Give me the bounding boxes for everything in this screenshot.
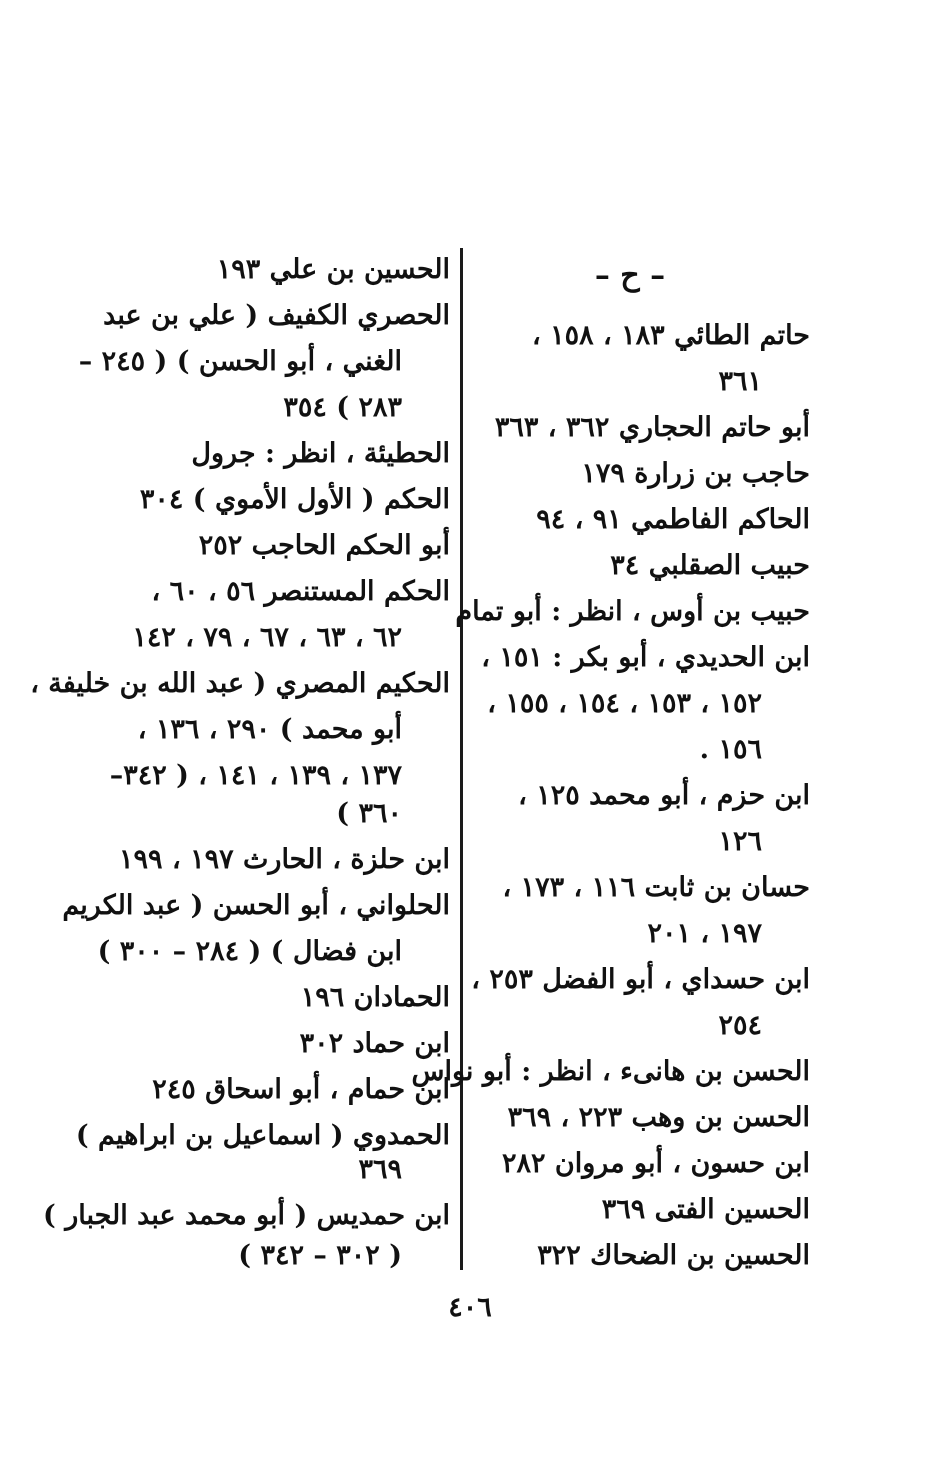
index-entry-continuation: ١٢٦ <box>718 826 762 857</box>
index-entry-continuation: ١٥٢ ، ١٥٣ ، ١٥٤ ، ١٥٥ ، <box>487 688 762 719</box>
index-entry: الحمادان ١٩٦ <box>300 982 450 1013</box>
index-entry: الحاكم الفاطمي ٩١ ، ٩٤ <box>536 504 810 535</box>
index-entry: حبيب بن أوس ، انظر : أبو تمام <box>455 596 810 627</box>
index-entry: الحلواني ، أبو الحسن ( عبد الكريم <box>62 890 450 921</box>
index-entry-continuation: ٣٦١ <box>718 366 762 397</box>
index-entry-continuation: ٣٦٩ <box>358 1154 402 1185</box>
index-entry: الحمدوي ( اسماعيل بن ابراهيم ) <box>75 1120 450 1151</box>
index-entry-continuation: الغني ، أبو الحسن ) ( ٢٤٥ – <box>78 346 402 377</box>
index-entry: أبو حاتم الحجاري ٣٦٢ ، ٣٦٣ <box>494 412 810 443</box>
index-entry: حاتم الطائي ١٨٣ ، ١٥٨ ، <box>532 320 810 351</box>
index-entry: حسان بن ثابت ١١٦ ، ١٧٣ ، <box>502 872 810 903</box>
index-entry: الحكم ( الأول الأموي ) ٣٠٤ <box>139 484 450 515</box>
index-entry: الحسين بن علي ١٩٣ <box>216 254 450 285</box>
index-entry: الحسن بن وهب ٢٢٣ ، ٣٦٩ <box>507 1102 810 1133</box>
index-entry: الحصري الكفيف ( علي بن عبد <box>103 300 450 331</box>
index-entry-continuation: ٣٦٠ ) <box>336 798 402 829</box>
index-entry: الحسين الفتى ٣٦٩ <box>601 1194 810 1225</box>
index-entry-continuation: ٢٨٣ ) ٣٥٤ <box>283 392 402 423</box>
page-number: ٤٠٦ <box>448 1292 492 1323</box>
index-entry: ابن الحديدي ، أبو بكر : ١٥١ ، <box>481 642 810 673</box>
index-entry: ابن حسداي ، أبو الفضل ٢٥٣ ، <box>471 964 810 995</box>
index-entry: حاجب بن زرارة ١٧٩ <box>581 458 810 489</box>
index-entry: الحسين بن الضحاك ٣٢٢ <box>537 1240 810 1271</box>
index-entry-continuation: ٦٢ ، ٦٣ ، ٦٧ ، ٧٩ ، ١٤٢ <box>132 622 402 653</box>
index-entry-continuation: أبو محمد ) ٢٩٠ ، ١٣٦ ، <box>137 714 402 745</box>
index-entry: ابن حزم ، أبو محمد ١٢٥ ، <box>518 780 810 811</box>
index-entry-continuation: ١٥٦ . <box>699 734 762 765</box>
index-entry: أبو الحكم الحاجب ٢٥٢ <box>198 530 450 561</box>
index-entry: الحكم المستنصر ٥٦ ، ٦٠ ، <box>151 576 450 607</box>
index-entry: ابن حمام ، أبو اسحاق ٢٤٥ <box>152 1074 450 1105</box>
index-entry: الحكيم المصري ( عبد الله بن خليفة ، <box>30 668 450 699</box>
column-divider <box>460 248 463 1270</box>
index-entry-continuation: ١٣٧ ، ١٣٩ ، ١٤١ ، ( ٣٤٢– <box>109 760 402 791</box>
index-entry: الحسن بن هانىء ، انظر : أبو نواس <box>411 1056 810 1087</box>
index-entry-continuation: ابن فضال ) ( ٢٨٤ – ٣٠٠ ) <box>97 936 402 967</box>
index-entry: ابن حلزة ، الحارث ١٩٧ ، ١٩٩ <box>119 844 450 875</box>
index-entry-continuation: ( ٣٠٢ – ٣٤٢ ) <box>238 1240 402 1271</box>
index-entry: ابن حماد ٣٠٢ <box>299 1028 450 1059</box>
index-entry: الحطيئة ، انظر : جرول <box>191 438 450 469</box>
index-entry-continuation: ٢٥٤ <box>718 1010 762 1041</box>
index-entry: حبيب الصقلبي ٣٤ <box>610 550 810 581</box>
section-heading: – ح – <box>594 258 666 293</box>
index-entry: ابن حسون ، أبو مروان ٢٨٢ <box>501 1148 810 1179</box>
index-entry-continuation: ١٩٧ ، ٢٠١ <box>647 918 762 949</box>
index-entry: ابن حمديس ( أبو محمد عبد الجبار ) <box>43 1200 450 1231</box>
